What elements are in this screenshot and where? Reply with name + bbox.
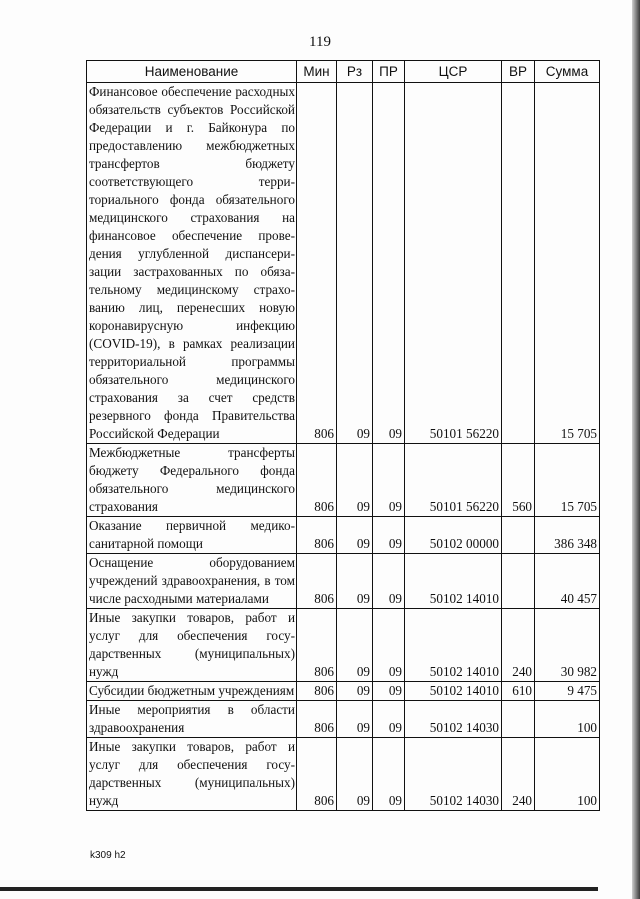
row-pr: 09 [373, 444, 405, 517]
row-min: 806 [297, 701, 337, 738]
row-rz: 09 [337, 701, 373, 738]
header-vr: ВР [502, 61, 535, 83]
row-pr: 09 [373, 738, 405, 811]
row-sum: 15 705 [535, 83, 600, 444]
budget-table [86, 60, 600, 811]
row-name: Финансовое обеспечение расходных обязательств субъектов Российской Федерации и г. Байконура по предоставлению межбюджетных трансфертов бюджету соответствующего территориального фонда обязательного медицинского страхования на финансовое обеспечение проведения углубленной диспансеризации застрахованных по обязательному медицинскому страхованию лиц, перенесших новую коронавирусную инфекцию (COVID-19), в рамках реализации территориальной программы обязательного медицинского страхования за счет средств резервного фонда Правительства Российской Федерации [87, 83, 297, 444]
table-row [87, 701, 600, 738]
row-vr [502, 83, 535, 444]
row-vr: 240 [502, 738, 535, 811]
row-min: 806 [297, 609, 337, 682]
row-min: 806 [297, 517, 337, 554]
row-csr: 50101 56220 [405, 444, 502, 517]
table-row [87, 444, 600, 517]
row-sum: 30 982 [535, 609, 600, 682]
row-sum: 15 705 [535, 444, 600, 517]
row-csr: 50102 00000 [405, 517, 502, 554]
table-row [87, 609, 600, 682]
header-pr: ПР [373, 61, 405, 83]
row-min: 806 [297, 444, 337, 517]
row-pr: 09 [373, 682, 405, 701]
row-vr: 560 [502, 444, 535, 517]
row-rz: 09 [337, 682, 373, 701]
table-row [87, 738, 600, 811]
row-vr: 240 [502, 609, 535, 682]
header-sum: Сумма [535, 61, 600, 83]
header-rz: Рз [337, 61, 373, 83]
row-name: Субсидии бюджетным учреждениям [87, 682, 297, 701]
row-min: 806 [297, 554, 337, 609]
row-min: 806 [297, 682, 337, 701]
row-csr: 50102 14010 [405, 682, 502, 701]
header-row [87, 61, 600, 83]
row-csr: 50102 14030 [405, 738, 502, 811]
row-name: Иные мероприятия в области здравоохранения [87, 701, 297, 738]
header-name: Наименование [87, 61, 297, 83]
row-pr: 09 [373, 554, 405, 609]
row-min: 806 [297, 83, 337, 444]
row-sum: 100 [535, 701, 600, 738]
row-name: Иные закупки товаров, работ и услуг для обеспечения государственных (муниципальных) нужд [87, 738, 297, 811]
row-vr [502, 517, 535, 554]
row-sum: 100 [535, 738, 600, 811]
table-row [87, 83, 600, 444]
row-vr [502, 554, 535, 609]
row-pr: 09 [373, 517, 405, 554]
row-csr: 50102 14010 [405, 554, 502, 609]
row-csr: 50102 14030 [405, 701, 502, 738]
row-vr: 610 [502, 682, 535, 701]
row-rz: 09 [337, 554, 373, 609]
row-pr: 09 [373, 701, 405, 738]
scan-bottom-rule [0, 887, 598, 891]
scan-right-edge [632, 0, 640, 899]
row-name: Иные закупки товаров, работ и услуг для обеспечения государственных (муниципальных) нужд [87, 609, 297, 682]
row-rz: 09 [337, 83, 373, 444]
document-code: k309 h2 [90, 850, 126, 861]
row-pr: 09 [373, 609, 405, 682]
row-rz: 09 [337, 444, 373, 517]
header-csr: ЦСР [405, 61, 502, 83]
row-rz: 09 [337, 738, 373, 811]
row-sum: 386 348 [535, 517, 600, 554]
row-csr: 50101 56220 [405, 83, 502, 444]
table-row [87, 682, 600, 701]
row-name: Оснащение оборудованием учреждений здравоохранения, в том числе расходными материалами [87, 554, 297, 609]
row-sum: 9 475 [535, 682, 600, 701]
table-row [87, 554, 600, 609]
row-rz: 09 [337, 517, 373, 554]
row-min: 806 [297, 738, 337, 811]
page-number: 119 [309, 34, 331, 50]
table-row [87, 517, 600, 554]
row-name: Межбюджетные трансферты бюджету Федерального фонда обязательного медицинского страхования [87, 444, 297, 517]
row-pr: 09 [373, 83, 405, 444]
header-min: Мин [297, 61, 337, 83]
row-rz: 09 [337, 609, 373, 682]
row-sum: 40 457 [535, 554, 600, 609]
row-vr [502, 701, 535, 738]
row-csr: 50102 14010 [405, 609, 502, 682]
row-name: Оказание первичной медикосанитарной помощи [87, 517, 297, 554]
